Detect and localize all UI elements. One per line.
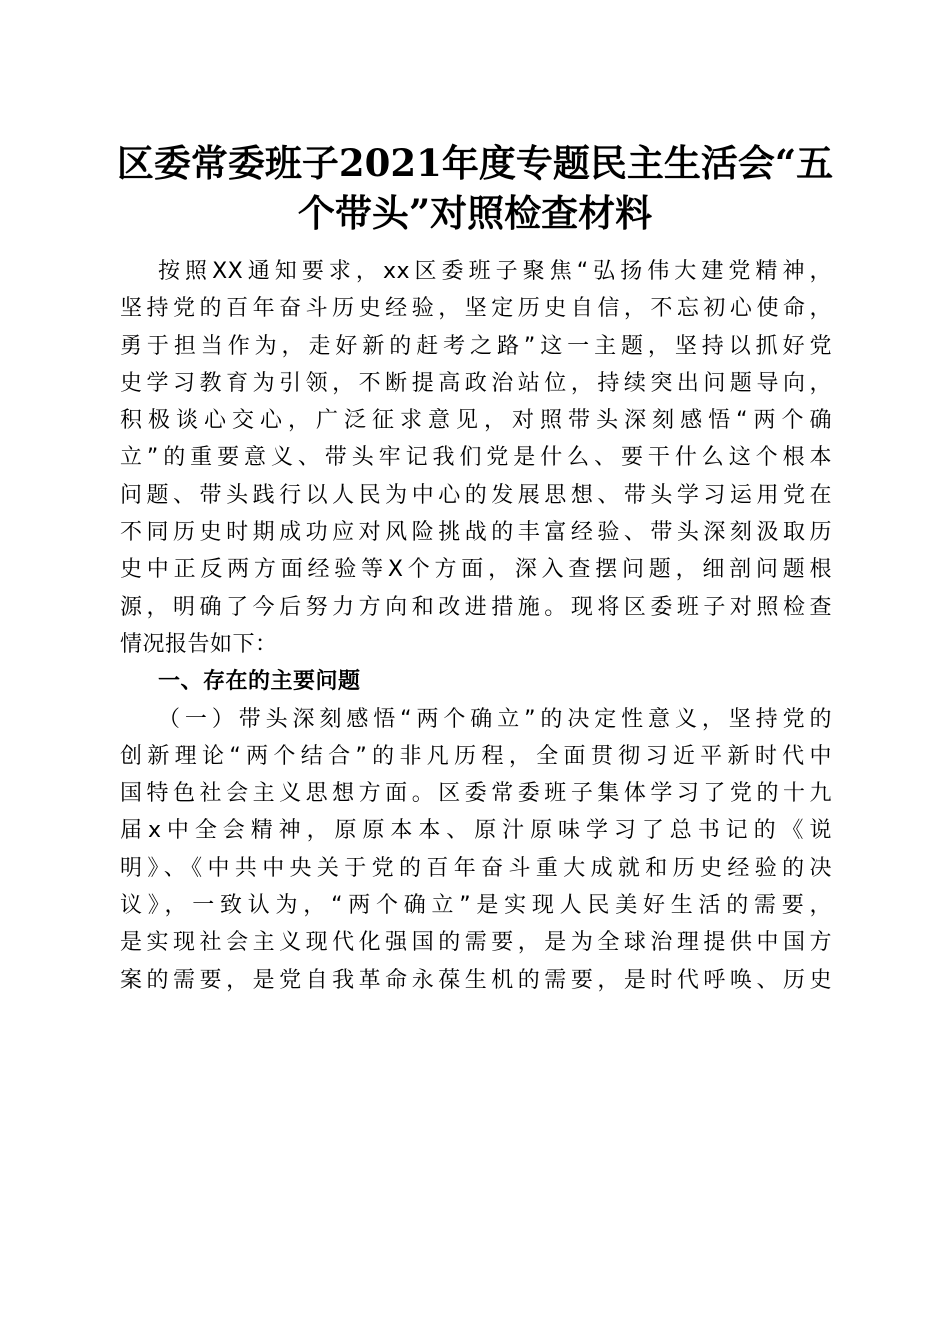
intro-line: 不同历史时期成功应对风险挑战的丰富经验、带头深刻汲取历 <box>120 520 832 546</box>
section1-line: 届x中全会精神，原原本本、原汁原味学习了总书记的《说 <box>120 818 832 844</box>
title-line-1: 区委常委班子2021年度专题民主生活会“五 <box>116 141 834 185</box>
intro-line: 勇于担当作为，走好新的赶考之路”这一主题，坚持以抓好党 <box>120 333 832 359</box>
intro-line: 情况报告如下： <box>120 631 278 657</box>
section1-line: （一）带头深刻感悟“两个确立”的决定性意义，坚持党的 <box>158 706 832 732</box>
title-line-2: 个带头”对照检查材料 <box>297 191 653 235</box>
section-heading: 一、存在的主要问题 <box>158 669 361 695</box>
section1-line: 议》，一致认为，“两个确立”是实现人民美好生活的需要， <box>120 893 832 919</box>
intro-line: 积极谈心交心，广泛征求意见，对照带头深刻感悟“两个确 <box>120 408 832 434</box>
intro-line: 史中正反两方面经验等X个方面，深入查摆问题，细剖问题根 <box>120 557 832 583</box>
section1-line: 创新理论“两个结合”的非凡历程，全面贯彻习近平新时代中 <box>120 743 832 769</box>
intro-line: 源，明确了今后努力方向和改进措施。现将区委班子对照检查 <box>120 594 832 620</box>
section1-line: 国特色社会主义思想方面。区委常委班子集体学习了党的十九 <box>120 781 832 807</box>
section1-line: 明》、《中共中央关于党的百年奋斗重大成就和历史经验的决 <box>120 855 832 881</box>
intro-line: 按照XX通知要求，xx区委班子聚焦“弘扬伟大建党精神， <box>158 259 832 284</box>
intro-line: 问题、带头践行以人民为中心的发展思想、带头学习运用党在 <box>120 482 832 508</box>
intro-line: 立”的重要意义、带头牢记我们党是什么、要干什么这个根本 <box>120 445 832 471</box>
document-body <box>120 253 832 999</box>
document-title <box>110 138 840 238</box>
intro-line: 史学习教育为引领，不断提高政治站位，持续突出问题导向， <box>120 370 832 396</box>
intro-line: 坚持党的百年奋斗历史经验，坚定历史自信，不忘初心使命， <box>120 296 832 322</box>
section1-line: 案的需要，是党自我革命永葆生机的需要，是时代呼唤、历史 <box>120 967 832 993</box>
section1-line: 是实现社会主义现代化强国的需要，是为全球治理提供中国方 <box>120 930 832 956</box>
